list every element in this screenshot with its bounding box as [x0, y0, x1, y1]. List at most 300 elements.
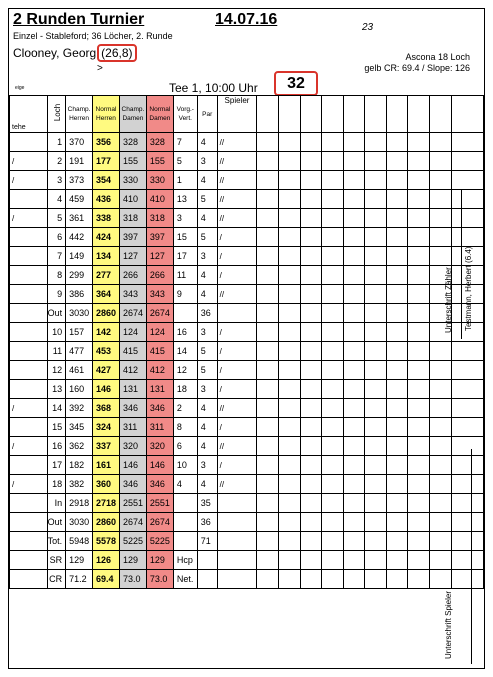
score-entry-cell[interactable]: [343, 456, 365, 475]
score-entry-cell[interactable]: [278, 190, 300, 209]
spieler-cell: //: [217, 437, 257, 456]
score-entry-cell[interactable]: [257, 418, 279, 437]
score-entry-cell[interactable]: [343, 228, 365, 247]
score-entry-cell[interactable]: [300, 494, 322, 513]
score-entry-cell[interactable]: [429, 494, 451, 513]
tournament-date: 14.07.16: [215, 11, 278, 28]
score-entry-cell[interactable]: [365, 304, 387, 323]
score-entry-cell[interactable]: [300, 133, 322, 152]
score-entry-cell[interactable]: [278, 361, 300, 380]
score-entry-cell[interactable]: [408, 494, 430, 513]
row-mark: [10, 285, 48, 304]
score-entry-cell[interactable]: [278, 513, 300, 532]
score-entry-cell[interactable]: [365, 551, 387, 570]
score-entry-cell[interactable]: [278, 570, 300, 589]
hole-number: 15: [47, 418, 66, 437]
normal-damen-cell: 2674: [146, 304, 173, 323]
score-entry-cell[interactable]: [408, 437, 430, 456]
score-entry-cell[interactable]: [278, 152, 300, 171]
score-entry-cell[interactable]: [300, 380, 322, 399]
hole-number: CR: [47, 570, 66, 589]
header-row: [10, 96, 484, 133]
score-entry-cell[interactable]: [408, 342, 430, 361]
score-entry-cell[interactable]: [343, 380, 365, 399]
scorecard-table: [9, 95, 484, 589]
score-entry-cell[interactable]: [300, 209, 322, 228]
row-mark: [10, 266, 48, 285]
score-entry-cell[interactable]: [386, 209, 408, 228]
score-entry-cell[interactable]: [386, 247, 408, 266]
normal-herren-cell: 436: [93, 190, 120, 209]
score-entry-cell[interactable]: [322, 513, 344, 532]
spieler-cell: //: [217, 190, 257, 209]
score-entry-cell[interactable]: [365, 570, 387, 589]
score-entry-cell[interactable]: [386, 228, 408, 247]
score-entry-cell[interactable]: [257, 494, 279, 513]
score-entry-cell[interactable]: [386, 285, 408, 304]
score-entry-cell[interactable]: [408, 152, 430, 171]
score-entry-cell[interactable]: [451, 437, 483, 456]
score-entry-cell[interactable]: [365, 513, 387, 532]
score-entry-cell[interactable]: [257, 171, 279, 190]
row-mark: [10, 551, 48, 570]
score-entry-cell[interactable]: [365, 437, 387, 456]
score-entry-cell[interactable]: [257, 228, 279, 247]
score-entry-cell[interactable]: [300, 475, 322, 494]
champ-damen-cell: 311: [119, 418, 146, 437]
score-entry-cell[interactable]: [300, 570, 322, 589]
score-entry-cell[interactable]: [343, 285, 365, 304]
score-entry-cell[interactable]: [278, 323, 300, 342]
score-entry-cell[interactable]: [386, 152, 408, 171]
score-entry-cell[interactable]: [322, 342, 344, 361]
score-entry-cell[interactable]: [429, 380, 451, 399]
score-entry-cell[interactable]: [451, 342, 483, 361]
score-entry-cell[interactable]: [322, 361, 344, 380]
score-entry-cell[interactable]: [429, 437, 451, 456]
score-entry-cell[interactable]: [343, 342, 365, 361]
score-entry-cell[interactable]: [386, 418, 408, 437]
score-entry-cell[interactable]: [408, 209, 430, 228]
score-entry-cell[interactable]: [257, 266, 279, 285]
row-mark: [10, 323, 48, 342]
score-entry-cell[interactable]: [429, 171, 451, 190]
score-entry-cell[interactable]: [278, 133, 300, 152]
normal-herren-cell: 424: [93, 228, 120, 247]
score-entry-cell[interactable]: [257, 570, 279, 589]
score-entry-cell[interactable]: [365, 285, 387, 304]
score-entry-cell[interactable]: [365, 494, 387, 513]
score-entry-cell[interactable]: [408, 570, 430, 589]
score-entry-cell[interactable]: [408, 399, 430, 418]
score-entry-cell[interactable]: [322, 570, 344, 589]
score-entry-cell[interactable]: [322, 399, 344, 418]
score-entry-cell[interactable]: [429, 342, 451, 361]
champ-herren-cell: 361: [66, 209, 93, 228]
score-entry-cell[interactable]: [257, 342, 279, 361]
score-entry-cell[interactable]: [386, 551, 408, 570]
score-entry-cell[interactable]: [322, 475, 344, 494]
score-entry-cell[interactable]: [300, 361, 322, 380]
score-entry-cell[interactable]: [451, 133, 483, 152]
par-cell: 4: [197, 171, 217, 190]
score-entry-cell[interactable]: [365, 228, 387, 247]
score-entry-cell[interactable]: [257, 551, 279, 570]
score-entry-cell[interactable]: [343, 361, 365, 380]
score-entry-cell[interactable]: [408, 361, 430, 380]
score-entry-cell[interactable]: [257, 361, 279, 380]
score-entry-cell[interactable]: [300, 551, 322, 570]
score-entry-cell[interactable]: [257, 285, 279, 304]
normal-herren-cell: 453: [93, 342, 120, 361]
score-entry-cell[interactable]: [386, 513, 408, 532]
hole-number: Out: [47, 304, 66, 323]
score-entry-cell[interactable]: [278, 399, 300, 418]
score-entry-cell[interactable]: [451, 171, 483, 190]
score-entry-cell[interactable]: [429, 551, 451, 570]
score-entry-cell[interactable]: [257, 152, 279, 171]
score-entry-cell[interactable]: [300, 228, 322, 247]
champ-damen-cell: 129: [119, 551, 146, 570]
score-entry-cell[interactable]: [300, 418, 322, 437]
score-entry-cell[interactable]: [365, 380, 387, 399]
score-entry-cell[interactable]: [322, 437, 344, 456]
row-mark: [10, 133, 48, 152]
score-entry-cell[interactable]: [343, 475, 365, 494]
score-entry-cell[interactable]: [386, 342, 408, 361]
score-entry-cell[interactable]: [451, 456, 483, 475]
score-entry-cell[interactable]: [322, 247, 344, 266]
score-entry-cell[interactable]: [300, 285, 322, 304]
score-entry-cell[interactable]: [257, 247, 279, 266]
score-entry-cell[interactable]: [343, 209, 365, 228]
score-entry-cell[interactable]: [429, 456, 451, 475]
score-entry-cell[interactable]: [451, 228, 483, 247]
score-entry-cell[interactable]: [278, 171, 300, 190]
score-entry-cell[interactable]: [365, 323, 387, 342]
score-entry-cell[interactable]: [429, 361, 451, 380]
score-entry-cell[interactable]: [386, 133, 408, 152]
score-entry-cell[interactable]: [343, 399, 365, 418]
score-entry-cell[interactable]: [322, 418, 344, 437]
row-mark: /: [10, 437, 48, 456]
score-entry-cell[interactable]: [408, 171, 430, 190]
score-entry-cell[interactable]: [386, 456, 408, 475]
row-mark: /: [10, 171, 48, 190]
score-entry-cell[interactable]: [300, 456, 322, 475]
score-entry-cell[interactable]: [278, 456, 300, 475]
score-entry-cell[interactable]: [386, 323, 408, 342]
champ-herren-cell: 459: [66, 190, 93, 209]
hole-number: 17: [47, 456, 66, 475]
score-entry-cell[interactable]: [278, 551, 300, 570]
small-label: eige: [15, 85, 25, 91]
score-entry-cell[interactable]: [365, 475, 387, 494]
score-entry-cell[interactable]: [429, 532, 451, 551]
hole-number: 9: [47, 285, 66, 304]
score-entry-cell[interactable]: [343, 551, 365, 570]
score-entry-cell[interactable]: [278, 247, 300, 266]
score-entry-cell[interactable]: [365, 209, 387, 228]
score-entry-cell[interactable]: [322, 494, 344, 513]
champ-damen-cell: 124: [119, 323, 146, 342]
par-cell: 4: [197, 475, 217, 494]
score-entry-cell[interactable]: [343, 513, 365, 532]
score-entry-cell[interactable]: [322, 380, 344, 399]
score-entry-cell[interactable]: [365, 171, 387, 190]
hole-number: 2: [47, 152, 66, 171]
score-entry-cell[interactable]: [451, 380, 483, 399]
hole-number: SR: [47, 551, 66, 570]
score-entry-cell[interactable]: [408, 133, 430, 152]
score-entry-cell[interactable]: [386, 570, 408, 589]
score-entry-cell[interactable]: [408, 285, 430, 304]
col-header-champ-damen: Champ. Damen: [119, 96, 146, 133]
score-entry-cell[interactable]: [408, 304, 430, 323]
score-entry-cell[interactable]: [451, 494, 483, 513]
score-entry-cell[interactable]: [257, 456, 279, 475]
score-entry-cell[interactable]: [278, 437, 300, 456]
score-entry-cell[interactable]: [300, 171, 322, 190]
score-entry-cell[interactable]: [278, 304, 300, 323]
score-entry-cell[interactable]: [322, 456, 344, 475]
score-entry-cell[interactable]: [386, 190, 408, 209]
score-entry-cell[interactable]: [429, 475, 451, 494]
score-entry-cell[interactable]: [278, 228, 300, 247]
score-entry-cell[interactable]: [408, 266, 430, 285]
score-entry-cell[interactable]: [343, 266, 365, 285]
score-entry-cell[interactable]: [386, 475, 408, 494]
score-entry-cell[interactable]: [300, 532, 322, 551]
score-entry-cell[interactable]: [322, 133, 344, 152]
col-header-tehe: tehe: [10, 96, 48, 133]
score-entry-cell[interactable]: [408, 532, 430, 551]
champ-herren-cell: 71.2: [66, 570, 93, 589]
score-entry-cell[interactable]: [322, 228, 344, 247]
score-entry-cell[interactable]: [451, 399, 483, 418]
score-entry-cell[interactable]: [322, 190, 344, 209]
score-entry-cell[interactable]: [386, 361, 408, 380]
score-entry-cell[interactable]: [278, 475, 300, 494]
score-entry-cell[interactable]: [278, 209, 300, 228]
score-entry-cell[interactable]: [257, 380, 279, 399]
score-entry-cell[interactable]: [322, 209, 344, 228]
score-entry-cell[interactable]: [365, 152, 387, 171]
score-entry-cell[interactable]: [278, 285, 300, 304]
score-entry-cell[interactable]: [408, 475, 430, 494]
score-entry-cell[interactable]: [300, 190, 322, 209]
champ-damen-cell: 266: [119, 266, 146, 285]
score-entry-cell[interactable]: [257, 399, 279, 418]
vorgabe-cell: 14: [173, 342, 197, 361]
score-entry-cell[interactable]: [322, 285, 344, 304]
normal-damen-cell: 155: [146, 152, 173, 171]
score-entry-cell[interactable]: [343, 152, 365, 171]
score-entry-cell[interactable]: [300, 266, 322, 285]
score-entry-cell[interactable]: [278, 494, 300, 513]
score-entry-cell[interactable]: [257, 133, 279, 152]
score-entry-cell[interactable]: [429, 418, 451, 437]
score-entry-cell[interactable]: [408, 513, 430, 532]
normal-herren-cell: 2718: [93, 494, 120, 513]
score-entry-cell[interactable]: [365, 418, 387, 437]
score-entry-cell[interactable]: [408, 247, 430, 266]
score-entry-cell[interactable]: [257, 475, 279, 494]
normal-herren-cell: 69.4: [93, 570, 120, 589]
score-entry-cell[interactable]: [300, 399, 322, 418]
score-entry-cell[interactable]: [365, 266, 387, 285]
score-entry-cell[interactable]: [429, 570, 451, 589]
score-entry-cell[interactable]: [451, 361, 483, 380]
score-entry-cell[interactable]: [408, 190, 430, 209]
score-entry-cell[interactable]: [257, 323, 279, 342]
course-name: Ascona 18 Loch: [405, 52, 470, 62]
score-entry-cell[interactable]: [343, 304, 365, 323]
score-entry-cell[interactable]: [322, 304, 344, 323]
score-entry-cell[interactable]: [451, 513, 483, 532]
score-entry-cell[interactable]: [386, 494, 408, 513]
score-entry-cell[interactable]: [257, 513, 279, 532]
score-entry-cell[interactable]: [322, 551, 344, 570]
vorgabe-cell: [173, 494, 197, 513]
score-entry-cell[interactable]: [429, 209, 451, 228]
marker-signature-line: [461, 189, 462, 339]
score-entry-cell[interactable]: [408, 380, 430, 399]
score-entry-cell[interactable]: [343, 494, 365, 513]
score-entry-cell[interactable]: [451, 209, 483, 228]
score-entry-cell[interactable]: [343, 532, 365, 551]
score-entry-cell[interactable]: [322, 152, 344, 171]
score-entry-cell[interactable]: [386, 304, 408, 323]
score-entry-cell[interactable]: [365, 247, 387, 266]
score-entry-cell[interactable]: [300, 304, 322, 323]
score-entry-cell[interactable]: [343, 418, 365, 437]
champ-damen-cell: 146: [119, 456, 146, 475]
score-entry-cell[interactable]: [408, 551, 430, 570]
table-row: [10, 342, 484, 361]
score-entry-cell[interactable]: [451, 418, 483, 437]
score-entry-cell[interactable]: [257, 190, 279, 209]
score-entry-cell[interactable]: [365, 133, 387, 152]
score-entry-cell[interactable]: [322, 323, 344, 342]
score-entry-cell[interactable]: [386, 437, 408, 456]
score-entry-cell[interactable]: [300, 437, 322, 456]
score-entry-cell[interactable]: [429, 513, 451, 532]
champ-damen-cell: 343: [119, 285, 146, 304]
normal-damen-cell: 127: [146, 247, 173, 266]
score-entry-cell[interactable]: [429, 152, 451, 171]
score-entry-cell[interactable]: [386, 266, 408, 285]
score-entry-cell[interactable]: [408, 228, 430, 247]
champ-herren-cell: 299: [66, 266, 93, 285]
score-entry-cell[interactable]: [322, 532, 344, 551]
par-cell: [197, 570, 217, 589]
score-entry-cell[interactable]: [343, 190, 365, 209]
par-cell: 35: [197, 494, 217, 513]
score-entry-cell[interactable]: [300, 152, 322, 171]
score-entry-cell[interactable]: [408, 456, 430, 475]
score-entry-cell[interactable]: [451, 152, 483, 171]
score-entry-cell[interactable]: [408, 418, 430, 437]
score-entry-cell[interactable]: [386, 380, 408, 399]
champ-damen-cell: 2674: [119, 513, 146, 532]
col-header-normal-damen: Normal Damen: [146, 96, 173, 133]
score-entry-cell[interactable]: [343, 570, 365, 589]
score-entry-cell[interactable]: [343, 133, 365, 152]
score-entry-cell[interactable]: [408, 323, 430, 342]
row-mark: /: [10, 475, 48, 494]
player-signature-label: Unterschrift Spieler: [444, 590, 453, 659]
row-mark: [10, 304, 48, 323]
score-entry-cell[interactable]: [429, 399, 451, 418]
hole-number: In: [47, 494, 66, 513]
score-entry-cell[interactable]: [257, 304, 279, 323]
score-entry-cell[interactable]: [365, 456, 387, 475]
score-entry-cell[interactable]: [451, 570, 483, 589]
score-entry-cell[interactable]: [257, 532, 279, 551]
score-entry-cell[interactable]: [365, 532, 387, 551]
score-entry-cell[interactable]: [343, 323, 365, 342]
score-entry-cell[interactable]: [386, 399, 408, 418]
score-entry-cell[interactable]: [257, 209, 279, 228]
normal-herren-cell: 177: [93, 152, 120, 171]
normal-damen-cell: 397: [146, 228, 173, 247]
score-entry-cell[interactable]: [386, 532, 408, 551]
score-entry-cell[interactable]: [300, 513, 322, 532]
table-row: [10, 437, 484, 456]
score-entry-cell[interactable]: [322, 266, 344, 285]
score-entry-cell[interactable]: [278, 342, 300, 361]
spieler-cell: /: [217, 247, 257, 266]
score-entry-cell[interactable]: [451, 475, 483, 494]
score-entry-cell[interactable]: [343, 247, 365, 266]
score-entry-cell[interactable]: [257, 437, 279, 456]
champ-herren-cell: 160: [66, 380, 93, 399]
row-mark: /: [10, 209, 48, 228]
score-entry-cell[interactable]: [278, 380, 300, 399]
score-entry-cell[interactable]: [365, 361, 387, 380]
score-entry-cell[interactable]: [429, 133, 451, 152]
score-entry-cell[interactable]: [300, 323, 322, 342]
normal-damen-cell: 131: [146, 380, 173, 399]
score-entry-cell[interactable]: [429, 247, 451, 266]
score-entry-cell[interactable]: [365, 399, 387, 418]
score-entry-cell[interactable]: [343, 171, 365, 190]
score-entry-cell[interactable]: [278, 532, 300, 551]
normal-damen-cell: 2551: [146, 494, 173, 513]
normal-damen-cell: 124: [146, 323, 173, 342]
score-entry-cell[interactable]: [386, 171, 408, 190]
score-entry-cell[interactable]: [365, 190, 387, 209]
score-entry-cell[interactable]: [278, 266, 300, 285]
score-entry-cell[interactable]: [451, 532, 483, 551]
score-entry-cell[interactable]: [451, 190, 483, 209]
score-entry-cell[interactable]: [451, 551, 483, 570]
score-entry-cell[interactable]: [343, 437, 365, 456]
normal-damen-cell: 129: [146, 551, 173, 570]
score-entry-cell[interactable]: [278, 418, 300, 437]
score-entry-cell[interactable]: [300, 342, 322, 361]
score-entry-cell[interactable]: [429, 190, 451, 209]
hole-number: 14: [47, 399, 66, 418]
score-entry-cell[interactable]: [300, 247, 322, 266]
spieler-cell: /: [217, 456, 257, 475]
score-entry-cell[interactable]: [365, 342, 387, 361]
normal-damen-cell: 330: [146, 171, 173, 190]
normal-damen-cell: 415: [146, 342, 173, 361]
score-entry-cell[interactable]: [429, 228, 451, 247]
score-entry-cell[interactable]: [322, 171, 344, 190]
